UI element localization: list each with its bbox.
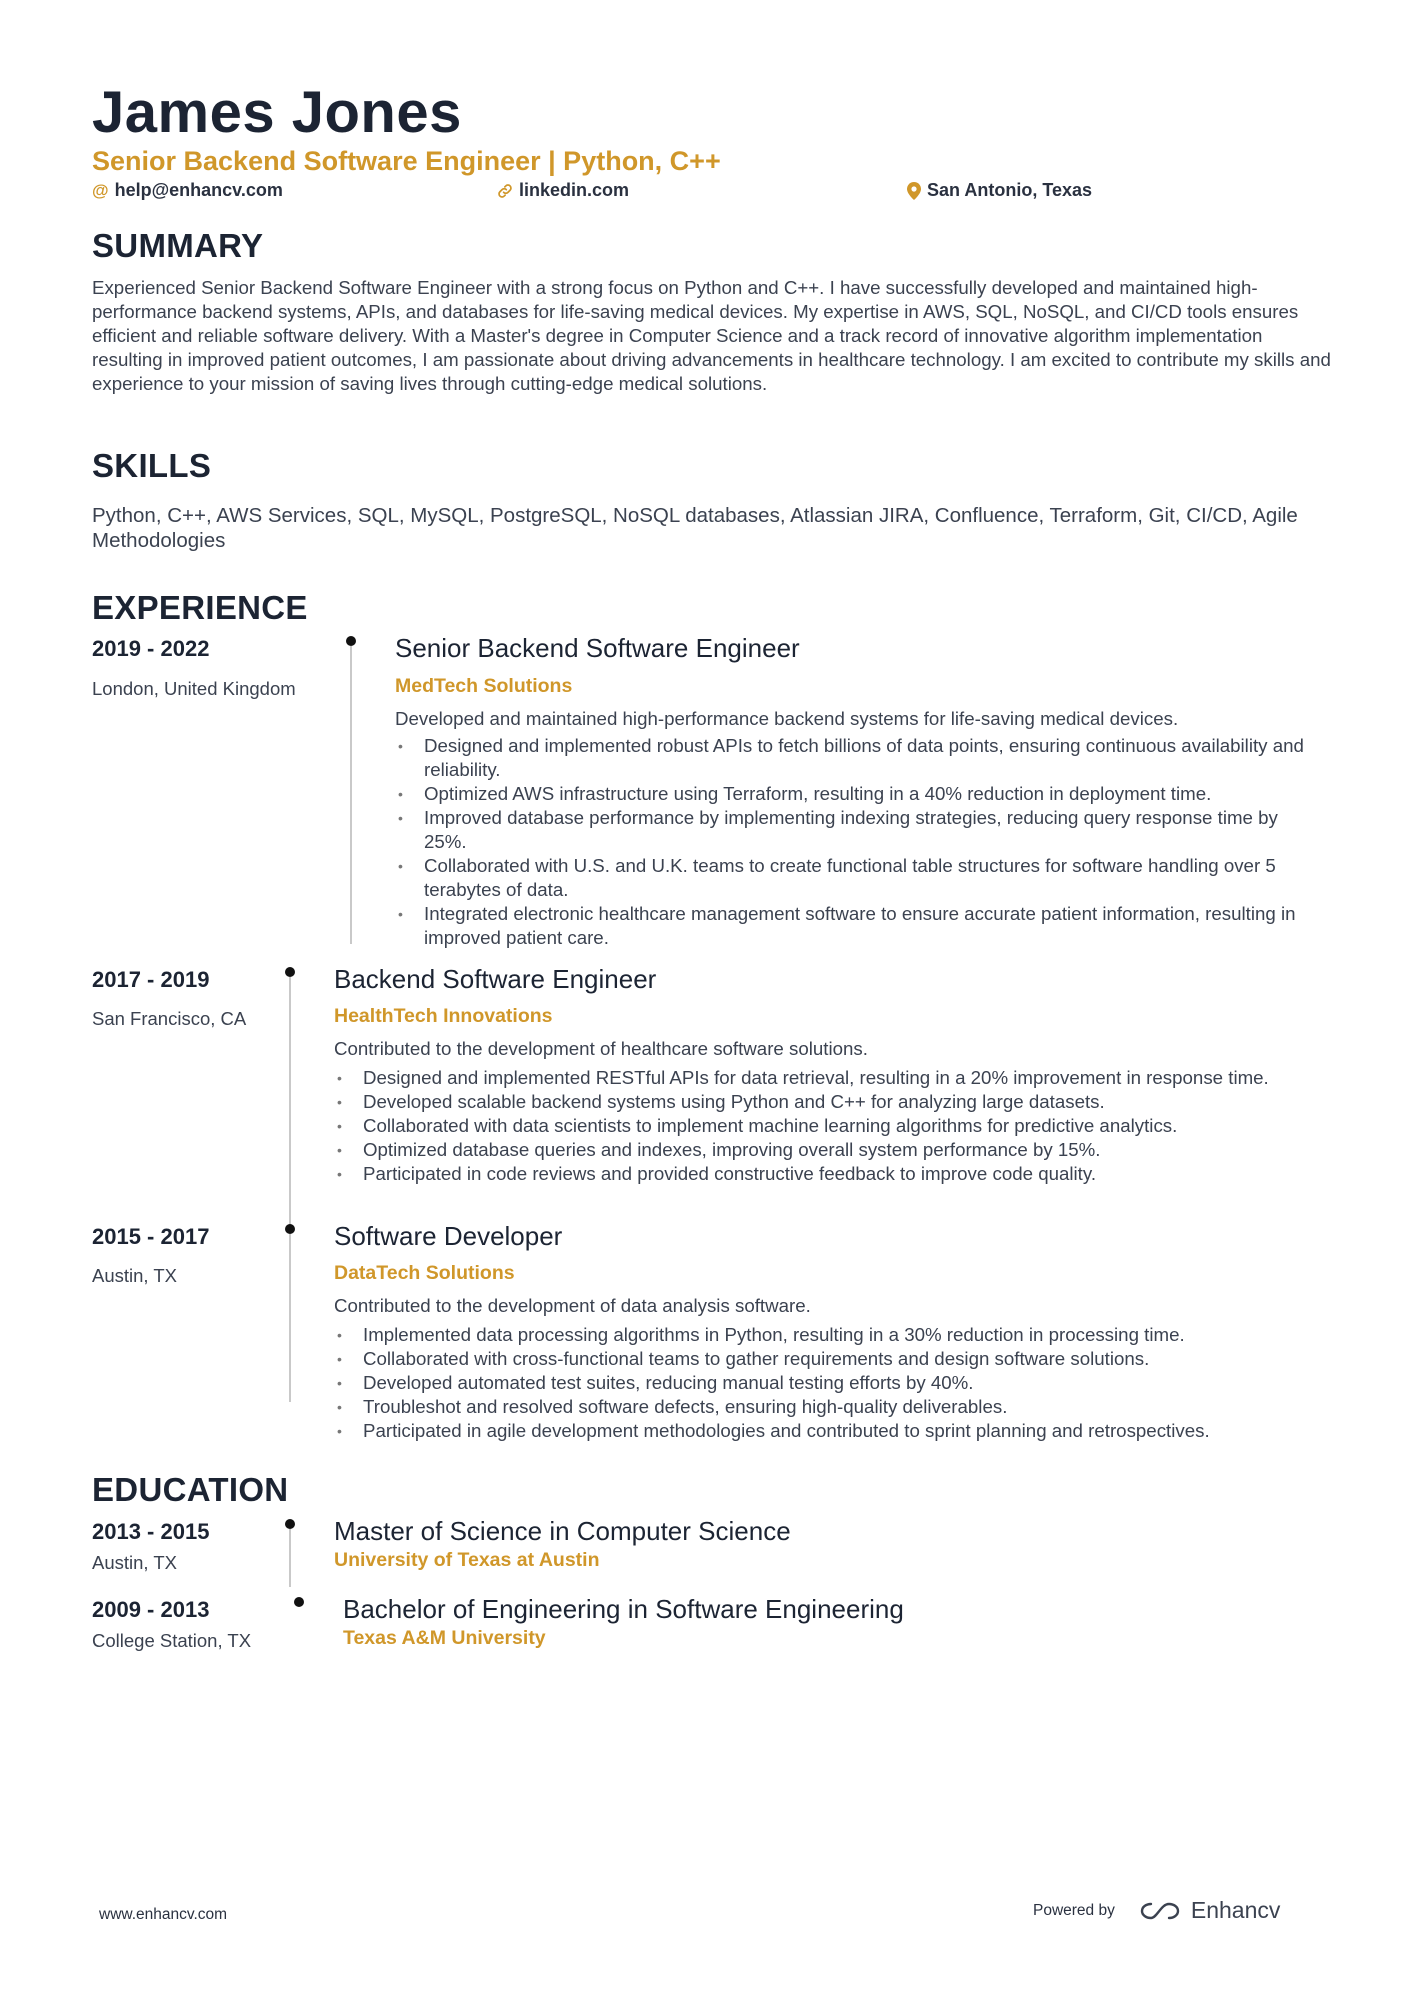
summary-text: Experienced Senior Backend Software Engineer with a strong focus on Python and C++. I have successfully developed and maintained high-performance backend systems, APIs, and databases for life-saving medical devices. My expertise in AWS, SQL, NoSQL, and CI/CD tools ensures efficient and reliable software delivery. With a Master's degree in Computer Science and a track record of innovative algorithm implementation resulting in improved patient outcomes, I am passionate about driving advancements in healthcare technology. I am excited to contribute my skills and experience to your mission of saving lives through cutting-edge medical solutions. [92, 277, 1331, 394]
bullet-icon: • [337, 1399, 342, 1415]
enhancv-logo-icon [1137, 1899, 1183, 1923]
entry-description: Contributed to the development of healthcare software solutions. [334, 1038, 868, 1059]
bullet-icon: • [398, 810, 403, 826]
entry-description: Developed and maintained high-performance backend systems for life-saving medical devices. [395, 708, 1179, 729]
brand-logo[interactable] [1137, 1897, 1281, 1924]
entry-school: Texas A&M University [343, 1627, 546, 1649]
contact-email[interactable] [92, 180, 283, 201]
bullet-icon: • [337, 1118, 342, 1134]
skills-text: Python, C++, AWS Services, SQL, MySQL, PostgreSQL, NoSQL databases, Atlassian JIRA, Confluence, Terraform, Git, CI/CD, Agile Methodologies [92, 504, 1298, 552]
bullet-item: • Optimized database queries and indexes, improving overall system performance by 15%. [337, 1139, 1101, 1160]
bullet-item: • Optimized AWS infrastructure using Terraform, resulting in a 40% reduction in deployment time. [398, 783, 1212, 804]
location-pin-icon [907, 182, 921, 200]
entry-company: HealthTech Innovations [334, 1005, 553, 1027]
link-icon [497, 183, 513, 199]
bullet-item: • Collaborated with data scientists to implement machine learning algorithms for predictive analytics. [337, 1115, 1178, 1136]
entry-degree: Bachelor of Engineering in Software Engineering [343, 1594, 904, 1624]
footer-website[interactable]: www.enhancv.com [99, 1906, 228, 1923]
bullet-icon: • [398, 858, 403, 874]
timeline-dot [285, 1224, 295, 1234]
bullet-icon: • [398, 906, 403, 922]
bullet-icon: • [398, 738, 403, 754]
bullet-item: • Participated in code reviews and provided constructive feedback to improve code quality. [337, 1163, 1097, 1184]
bullet-icon: • [398, 786, 403, 802]
bullet-item: • Developed automated test suites, reducing manual testing efforts by 40%. [337, 1372, 974, 1393]
entry-dates: 2009 - 2013 [92, 1597, 210, 1622]
contact-bar [92, 180, 1332, 206]
bullet-item: • Collaborated with U.S. and U.K. teams to create functional table structures for software handling over 5 terabytes of data. [398, 855, 1276, 900]
timeline-dot [285, 967, 295, 977]
timeline-line [289, 977, 291, 1227]
timeline-line [289, 1529, 291, 1587]
bullet-icon: • [337, 1423, 342, 1439]
entry-dates: 2015 - 2017 [92, 1224, 210, 1249]
bullet-item: • Participated in agile development methodologies and contributed to sprint planning and retrospectives. [337, 1420, 1210, 1441]
contact-location [907, 180, 1092, 201]
education-heading: EDUCATION [92, 1471, 289, 1508]
entry-degree: Master of Science in Computer Science [334, 1516, 791, 1546]
timeline-dot [285, 1519, 295, 1529]
entry-bullets [395, 734, 1325, 950]
bullet-icon: • [337, 1351, 342, 1367]
bullet-item: • Designed and implemented RESTful APIs for data retrieval, resulting in a 20% improvement in response time. [337, 1067, 1269, 1088]
footer-brand-area [1033, 1897, 1280, 1924]
candidate-name: James Jones [92, 80, 462, 145]
powered-by-label: Powered by [1033, 1901, 1115, 1919]
bullet-item: • Collaborated with cross-functional teams to gather requirements and design software solutions. [337, 1348, 1150, 1369]
entry-role: Backend Software Engineer [334, 964, 657, 994]
entry-school: University of Texas at Austin [334, 1549, 600, 1571]
contact-linkedin[interactable] [497, 180, 629, 201]
entry-location: College Station, TX [92, 1630, 252, 1651]
experience-heading: EXPERIENCE [92, 589, 308, 626]
linkedin-text: linkedin.com [519, 180, 630, 200]
entry-dates: 2019 - 2022 [92, 636, 210, 661]
brand-name: Enhancv [1190, 1897, 1281, 1923]
entry-company: DataTech Solutions [334, 1262, 515, 1284]
location-text: San Antonio, Texas [927, 180, 1093, 200]
bullet-item: • Integrated electronic healthcare management software to ensure accurate patient information, resulting in improved patient care. [398, 903, 1296, 948]
entry-location: San Francisco, CA [92, 1008, 247, 1029]
entry-dates: 2013 - 2015 [92, 1519, 210, 1544]
email-text: help@enhancv.com [114, 180, 283, 200]
education-entry [92, 1516, 1332, 1591]
entry-description: Contributed to the development of data analysis software. [334, 1295, 811, 1316]
bullet-item: • Developed scalable backend systems using Python and C++ for analyzing large datasets. [337, 1091, 1105, 1112]
entry-dates: 2017 - 2019 [92, 967, 210, 992]
entry-location: London, United Kingdom [92, 678, 296, 699]
experience-entry [92, 633, 1332, 960]
entry-location: Austin, TX [92, 1265, 178, 1286]
candidate-title: Senior Backend Software Engineer | Python, C++ [92, 146, 721, 176]
bullet-icon: • [337, 1142, 342, 1158]
summary-heading: SUMMARY [92, 227, 264, 264]
timeline-line [289, 1234, 291, 1402]
skills-heading: SKILLS [92, 447, 212, 484]
bullet-icon: • [337, 1327, 342, 1343]
bullet-icon: • [337, 1375, 342, 1391]
experience-entry [92, 1221, 1332, 1441]
bullet-item: • Designed and implemented robust APIs to fetch billions of data points, ensuring continuous availability and reliability. [398, 735, 1304, 780]
bullet-icon: • [337, 1094, 342, 1110]
at-icon: @ [92, 180, 109, 200]
entry-company: MedTech Solutions [395, 675, 573, 697]
education-entry [92, 1594, 1332, 1659]
bullet-item: • Improved database performance by implementing indexing strategies, reducing query response time by 25%. [398, 807, 1278, 852]
experience-entry [92, 964, 1332, 1217]
entry-role: Software Developer [334, 1221, 563, 1251]
timeline-line [350, 646, 352, 944]
entry-location: Austin, TX [92, 1552, 178, 1573]
timeline-dot [346, 636, 356, 646]
bullet-item: • Troubleshot and resolved software defects, ensuring high-quality deliverables. [337, 1396, 1008, 1417]
entry-bullets [334, 1066, 1324, 1186]
entry-role: Senior Backend Software Engineer [395, 633, 800, 663]
entry-bullets [334, 1323, 1324, 1443]
bullet-item: • Implemented data processing algorithms in Python, resulting in a 30% reduction in processing time. [337, 1324, 1185, 1345]
bullet-icon: • [337, 1070, 342, 1086]
timeline-dot [294, 1597, 304, 1607]
bullet-icon: • [337, 1166, 342, 1182]
